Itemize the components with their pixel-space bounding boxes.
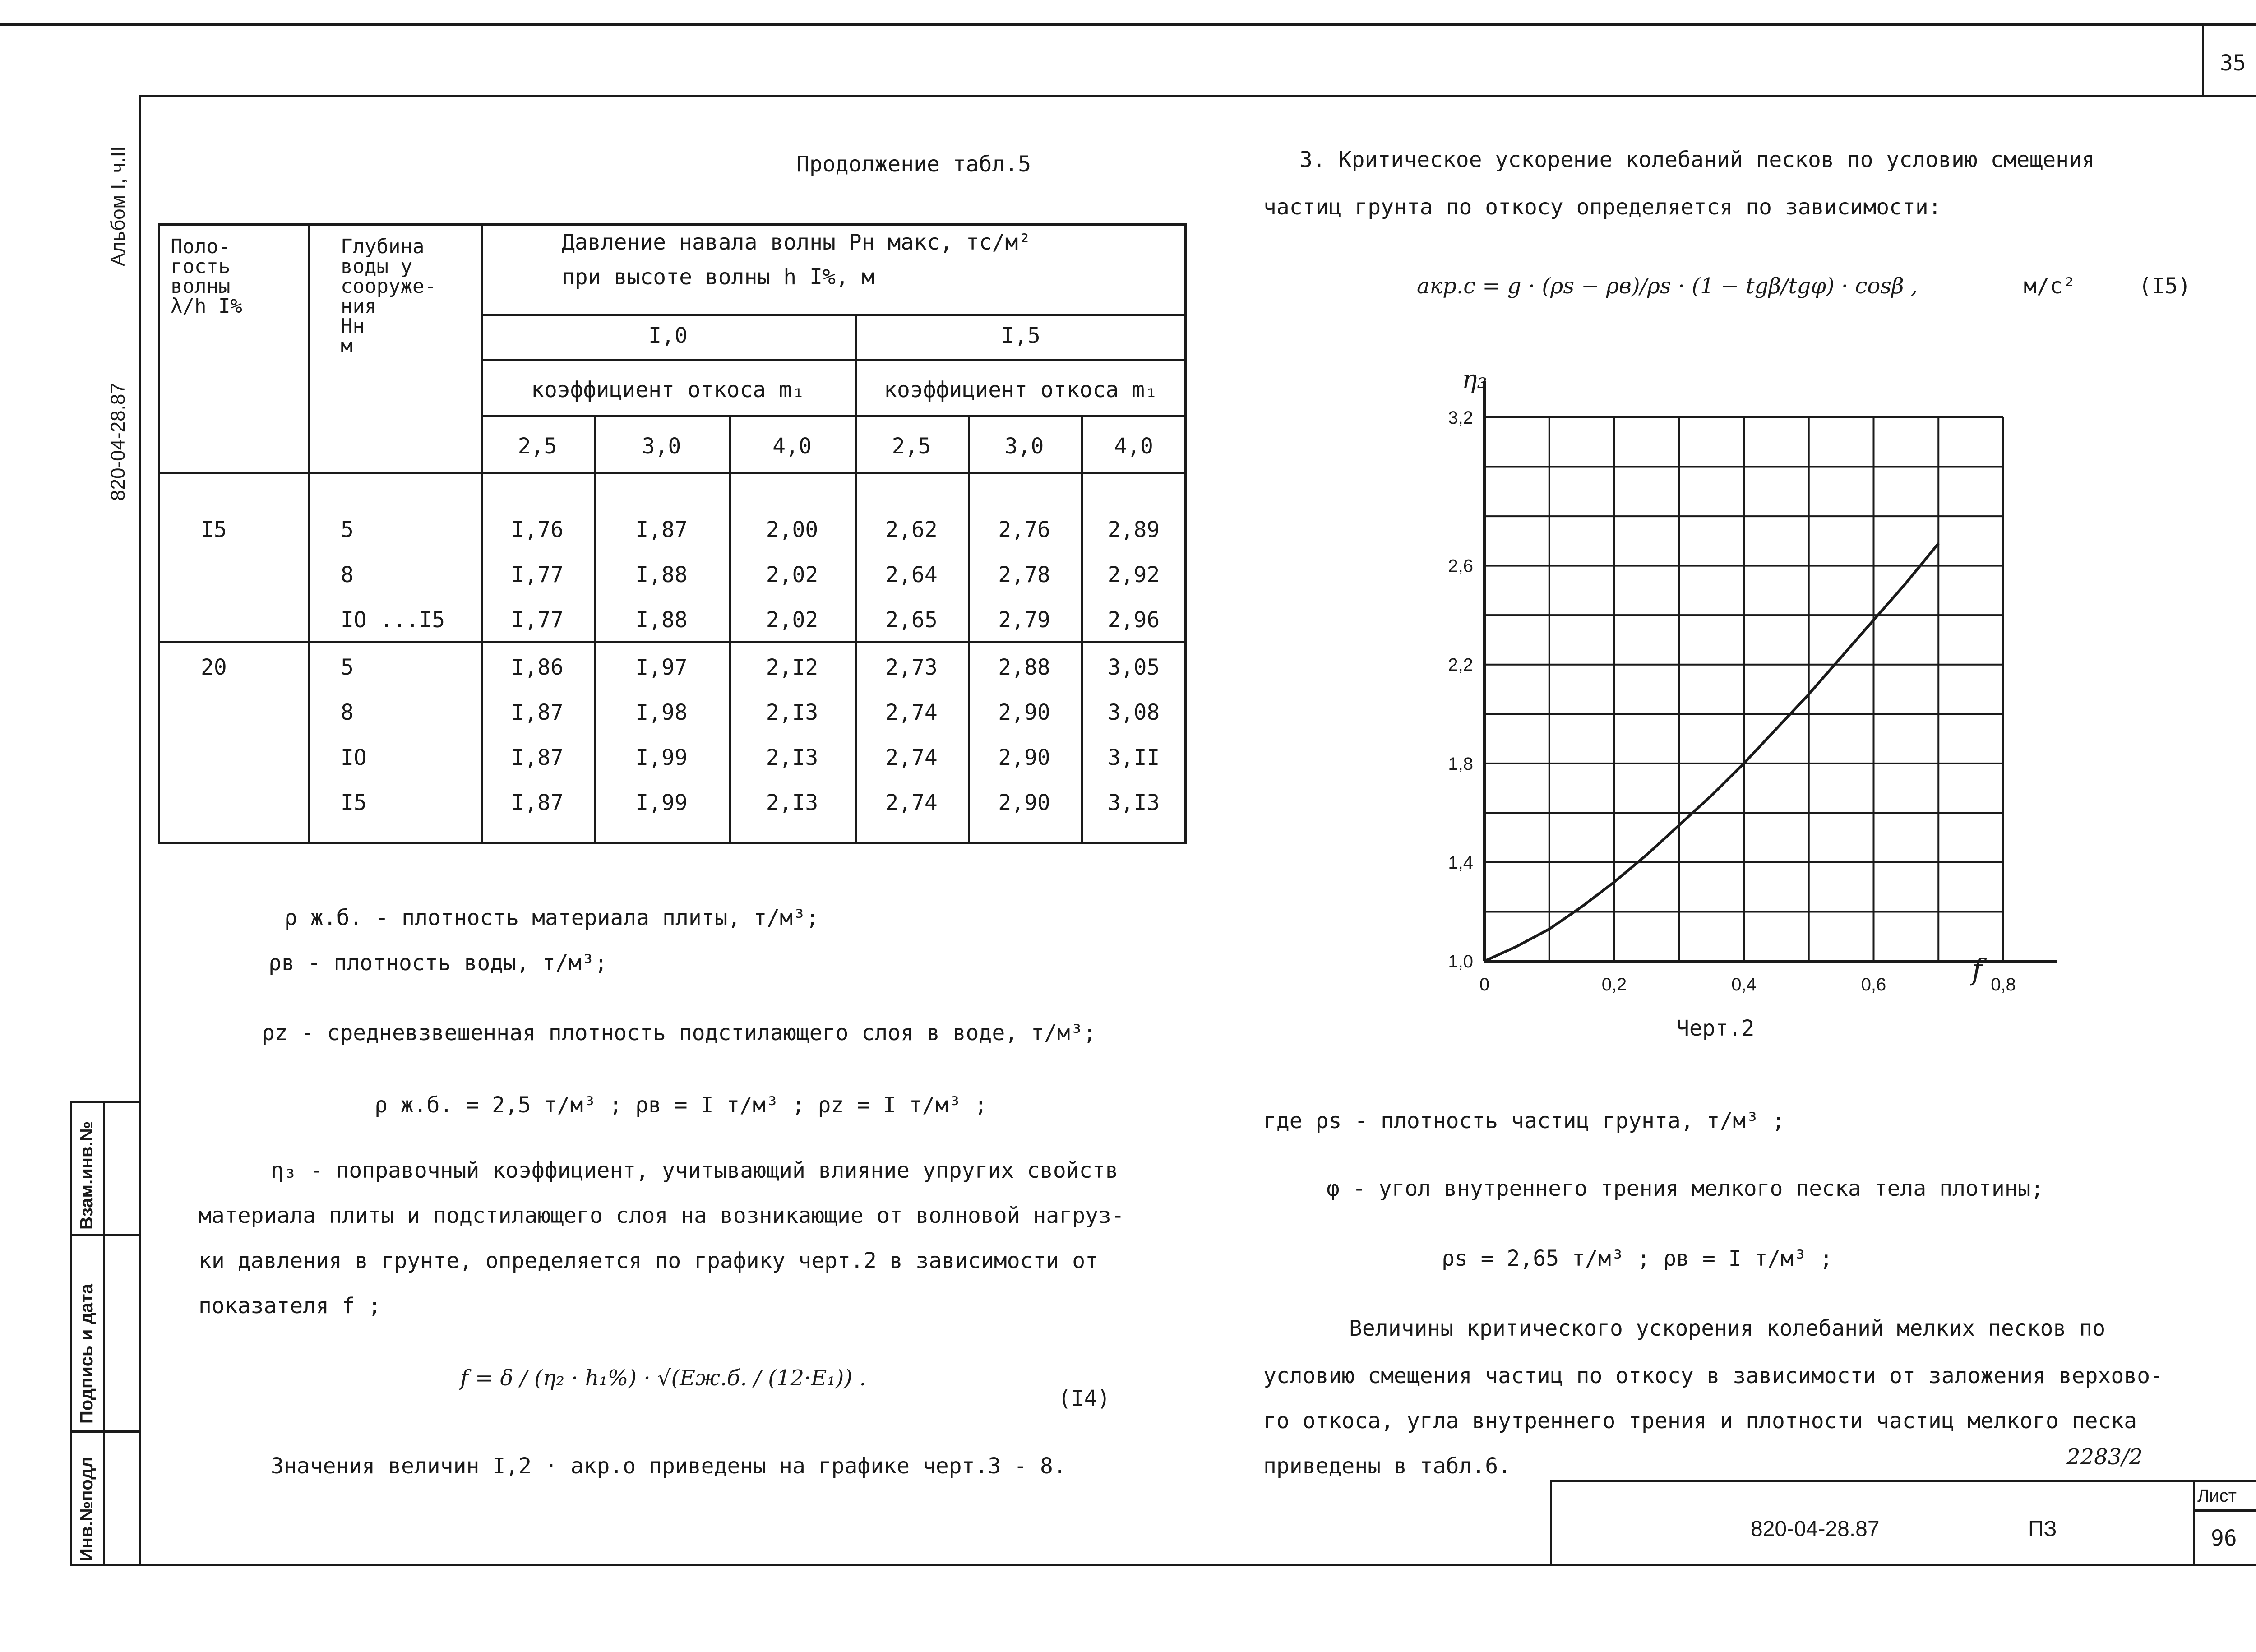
chart-caption: Черт.2 bbox=[1676, 1016, 1755, 1041]
y-tick-label: 1,4 bbox=[1448, 852, 1473, 873]
row-value: 2,I3 bbox=[766, 745, 818, 770]
stamp-cell-replace: Взам.инв.№ bbox=[77, 1121, 97, 1230]
table-h-main-line bbox=[481, 314, 1187, 316]
row-value: 2,74 bbox=[885, 790, 938, 815]
page-number-box-left bbox=[2202, 23, 2204, 97]
row-value: 2,78 bbox=[998, 562, 1050, 588]
table-h-height-line bbox=[481, 359, 1187, 361]
header-height-1: I,0 bbox=[648, 323, 688, 348]
row-depth: 8 bbox=[341, 562, 354, 588]
group-steepness: I5 bbox=[201, 517, 227, 542]
x-tick-label: 0 bbox=[1479, 975, 1490, 993]
formula-14: f = δ / (η₂ · h₁%) · √(Eж.б. / (12·E₁)) . bbox=[460, 1365, 866, 1391]
titleblock-section: ПЗ bbox=[2028, 1517, 2057, 1541]
y-tick-label: 2,6 bbox=[1448, 556, 1473, 576]
where-soil-density: где ρs - плотность частиц грунта, т/м³ ; bbox=[1263, 1108, 1785, 1134]
header-slope: 4,0 bbox=[772, 434, 812, 459]
row-value: I,99 bbox=[635, 790, 688, 815]
row-value: 2,I2 bbox=[766, 655, 818, 680]
side-code: 820-04-28.87 bbox=[107, 383, 129, 501]
row-value: 2,89 bbox=[1107, 517, 1160, 542]
row-value: 2,00 bbox=[766, 517, 818, 542]
header-slope: 3,0 bbox=[1004, 434, 1044, 459]
y-tick-label: 3,2 bbox=[1448, 408, 1473, 428]
row-value: I,87 bbox=[511, 745, 564, 770]
paragraph-line: η₃ - поправочный коэффициент, учитывающий влияние упругих свойств bbox=[271, 1158, 1119, 1183]
row-value: 2,65 bbox=[885, 607, 938, 633]
section-3-line: частиц грунта по откосу определяется по зависимости: bbox=[1263, 194, 1942, 220]
header-slope: 4,0 bbox=[1114, 434, 1153, 459]
header-pressure-line2: при высоте волны h I%, м bbox=[562, 264, 875, 290]
where-friction-angle: φ - угол внутреннего трения мелкого песка тела плотины; bbox=[1327, 1176, 2044, 1201]
row-value: I,99 bbox=[635, 745, 688, 770]
table-left-line bbox=[158, 223, 160, 844]
x-tick-label: 0,8 bbox=[1991, 975, 2016, 993]
table-caption: Продолжение табл.5 bbox=[796, 152, 1031, 177]
row-value: I,97 bbox=[635, 655, 688, 680]
titleblock-left-line bbox=[1550, 1480, 1552, 1566]
titleblock-sheet-line bbox=[2193, 1480, 2195, 1566]
header-coef-2: коэффициент откоса m₁ bbox=[884, 377, 1158, 403]
stamp-div2 bbox=[70, 1430, 140, 1433]
row-value: I,76 bbox=[511, 517, 564, 542]
row-depth: IO bbox=[341, 745, 367, 770]
row-value: 2,02 bbox=[766, 607, 818, 633]
row-value: 2,90 bbox=[998, 745, 1050, 770]
titleblock-sheet-divider bbox=[2193, 1509, 2256, 1512]
table-header-bottom-line bbox=[158, 472, 1187, 474]
formula-15-unit: м/с² bbox=[2024, 273, 2076, 299]
stamp-top-line bbox=[70, 1101, 140, 1103]
wave-pressure-table bbox=[158, 223, 1187, 844]
closing-sentence: Значения величин I,2 · aкр.о приведены на графике черт.3 - 8. bbox=[271, 1453, 1066, 1479]
paragraph-line: го откоса, угла внутреннего трения и плотности частиц мелкого песка bbox=[1263, 1408, 2137, 1434]
row-value: I,86 bbox=[511, 655, 564, 680]
x-tick-label: 0,6 bbox=[1861, 975, 1886, 993]
row-value: I,77 bbox=[511, 562, 564, 588]
row-value: 2,74 bbox=[885, 700, 938, 725]
row-value: 2,74 bbox=[885, 745, 938, 770]
frame-top-line bbox=[139, 95, 2256, 97]
row-value: 2,92 bbox=[1107, 562, 1160, 588]
header-slope: 3,0 bbox=[642, 434, 681, 459]
row-value: 3,08 bbox=[1107, 700, 1160, 725]
group-steepness: 20 bbox=[201, 655, 227, 680]
series-line bbox=[1484, 543, 1938, 961]
row-value: 3,I3 bbox=[1107, 790, 1160, 815]
frame-bottom-line bbox=[70, 1564, 2256, 1566]
row-value: 2,76 bbox=[998, 517, 1050, 542]
formula-14-number: (I4) bbox=[1058, 1386, 1110, 1411]
header-coef-1: коэффициент откоса m₁ bbox=[531, 377, 805, 403]
stamp-cell-inventory: Инв.№подл bbox=[77, 1456, 97, 1561]
header-depth: Глубина воды у сооруже- ния Hн м bbox=[341, 235, 436, 357]
row-value: 2,62 bbox=[885, 517, 938, 542]
row-value: I,88 bbox=[635, 562, 688, 588]
header-steepness: Поло- гость волны λ/h I% bbox=[171, 235, 242, 318]
row-value: I,87 bbox=[511, 700, 564, 725]
chart-grid bbox=[1484, 381, 2057, 961]
definition-water-density: ρв - плотность воды, т/м³; bbox=[268, 950, 608, 976]
stamp-mid-line bbox=[103, 1101, 105, 1566]
x-tick-label: 0,2 bbox=[1601, 975, 1627, 993]
header-slope: 2,5 bbox=[518, 434, 557, 459]
row-value: I,87 bbox=[511, 790, 564, 815]
row-value: 2,73 bbox=[885, 655, 938, 680]
definition-layer-density: ρz - средневзвешенная плотность подстилающего слоя в воде, т/м³; bbox=[262, 1020, 1096, 1046]
row-value: 2,I3 bbox=[766, 790, 818, 815]
paragraph-line: ки давления в грунте, определяется по графику черт.2 в зависимости от bbox=[199, 1248, 1098, 1273]
stamp-cell-signature: Подпись и дата bbox=[77, 1284, 97, 1424]
row-value: I,87 bbox=[635, 517, 688, 542]
page-number: 35 bbox=[2220, 51, 2246, 76]
row-value: 2,96 bbox=[1107, 607, 1160, 633]
x-axis-label: f bbox=[1972, 953, 1983, 986]
paragraph-line: Величины критического ускорения колебаний мелких песков по bbox=[1349, 1316, 2106, 1341]
stamp-div1 bbox=[70, 1234, 140, 1236]
section-3-line: 3. Критическое ускорение колебаний песков по условию смещения bbox=[1299, 147, 2095, 172]
header-height-2: I,5 bbox=[1001, 323, 1040, 348]
row-depth: 5 bbox=[341, 655, 354, 680]
row-value: 3,05 bbox=[1107, 655, 1160, 680]
row-value: 3,II bbox=[1107, 745, 1160, 770]
x-tick-label: 0,4 bbox=[1731, 975, 1757, 993]
row-value: 2,88 bbox=[998, 655, 1050, 680]
row-value: 2,90 bbox=[998, 790, 1050, 815]
row-value: I,98 bbox=[635, 700, 688, 725]
row-value: 2,I3 bbox=[766, 700, 818, 725]
stamp-left-line bbox=[70, 1101, 72, 1566]
row-value: I,88 bbox=[635, 607, 688, 633]
table-col1-line bbox=[308, 223, 310, 844]
row-value: 2,90 bbox=[998, 700, 1050, 725]
row-depth: 8 bbox=[341, 700, 354, 725]
header-slope: 2,5 bbox=[892, 434, 931, 459]
formula-15-number: (I5) bbox=[2139, 273, 2191, 299]
row-depth: I5 bbox=[341, 790, 367, 815]
frame-left-line bbox=[139, 95, 141, 1566]
handwritten-note: 2283/2 bbox=[2066, 1444, 2143, 1470]
y-tick-label: 1,8 bbox=[1448, 754, 1473, 774]
correction-coefficient-chart bbox=[1421, 361, 2098, 993]
y-axis-label: η₃ bbox=[1462, 365, 1487, 394]
row-value: 2,64 bbox=[885, 562, 938, 588]
row-depth: IO ...I5 bbox=[341, 607, 445, 633]
paragraph-line: приведены в табл.6. bbox=[1263, 1453, 1512, 1479]
density-values: ρ ж.б. = 2,5 т/м³ ; ρв = I т/м³ ; ρz = I т/м³ ; bbox=[374, 1092, 988, 1118]
table-group-line bbox=[158, 641, 1187, 643]
table-top-line bbox=[158, 223, 1187, 226]
chart-ticks bbox=[1448, 408, 2016, 993]
row-value: 2,02 bbox=[766, 562, 818, 588]
row-value: I,77 bbox=[511, 607, 564, 633]
paragraph-line: показателя f ; bbox=[199, 1293, 381, 1319]
definition-plate-density: ρ ж.б. - плотность материала плиты, т/м³; bbox=[284, 905, 819, 930]
y-tick-label: 2,2 bbox=[1448, 655, 1473, 675]
paragraph-line: материала плиты и подстилающего слоя на возникающие от волновой нагруз- bbox=[199, 1203, 1124, 1228]
titleblock-top-line bbox=[1550, 1480, 2256, 1482]
table-bottom-line bbox=[158, 842, 1187, 844]
top-border bbox=[0, 23, 2256, 26]
paragraph-line: условию смещения частиц по откосу в зависимости от заложения верхово- bbox=[1263, 1363, 2163, 1388]
where-values: ρs = 2,65 т/м³ ; ρв = I т/м³ ; bbox=[1442, 1246, 1833, 1271]
row-value: 2,79 bbox=[998, 607, 1050, 633]
row-depth: 5 bbox=[341, 517, 354, 542]
titleblock-code: 820-04-28.87 bbox=[1751, 1517, 1880, 1541]
titleblock-sheet-number: 96 bbox=[2211, 1526, 2237, 1551]
formula-15: aкр.с = g · (ρs − ρв)/ρs · (1 − tgβ/tgφ) · cosβ , bbox=[1417, 273, 1918, 299]
titleblock-sheet-label: Лист bbox=[2197, 1486, 2237, 1506]
header-pressure: Давление навала волны Pн макс, тс/м² bbox=[562, 230, 1031, 255]
album-label: Альбом I, ч.II bbox=[107, 146, 129, 266]
y-tick-label: 1,0 bbox=[1448, 952, 1473, 972]
